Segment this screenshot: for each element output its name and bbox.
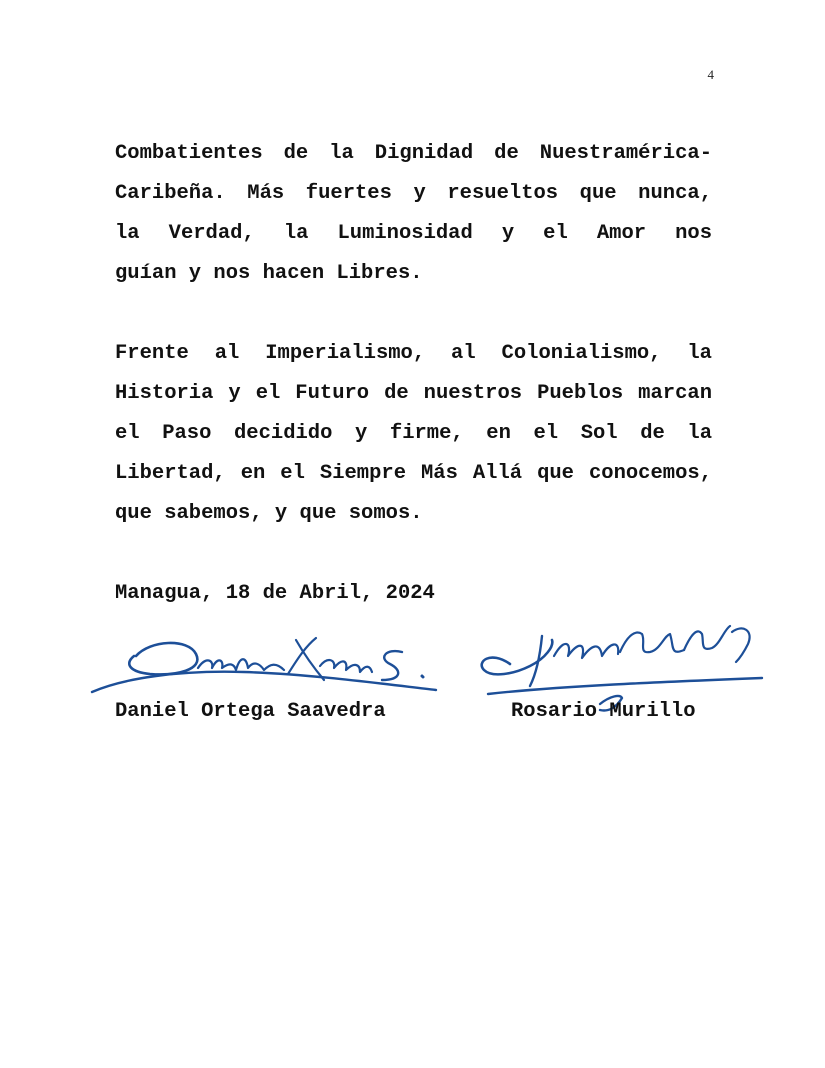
paragraph-line: Historia y el Futuro de nuestros Pueblos marcan [115, 382, 712, 405]
signer-name-ortega: Daniel Ortega Saavedra [115, 700, 386, 723]
paragraph-line: Caribeña. Más fuertes y resueltos que nunca, [115, 182, 712, 205]
paragraph-line: que sabemos, y que somos. [115, 502, 423, 525]
paragraph-line: la Verdad, la Luminosidad y el Amor nos [115, 222, 712, 245]
paragraph-line: Frente al Imperialismo, al Colonialismo, la [115, 342, 712, 365]
paragraph [115, 134, 712, 294]
place-date: Managua, 18 de Abril, 2024 [115, 582, 435, 605]
signature-ortega [84, 626, 444, 698]
signer-name-murillo: Rosario Murillo [511, 700, 696, 723]
paragraph-line: Combatientes de la Dignidad de Nuestramérica- [115, 142, 712, 165]
paragraph [115, 334, 712, 534]
paragraph-line: Libertad, en el Siempre Más Allá que conocemos, [115, 462, 712, 485]
page-number: 4 [707, 67, 714, 82]
paragraph-line: el Paso decidido y firme, en el Sol de la [115, 422, 712, 445]
paragraph-line: guían y nos hacen Libres. [115, 262, 423, 285]
